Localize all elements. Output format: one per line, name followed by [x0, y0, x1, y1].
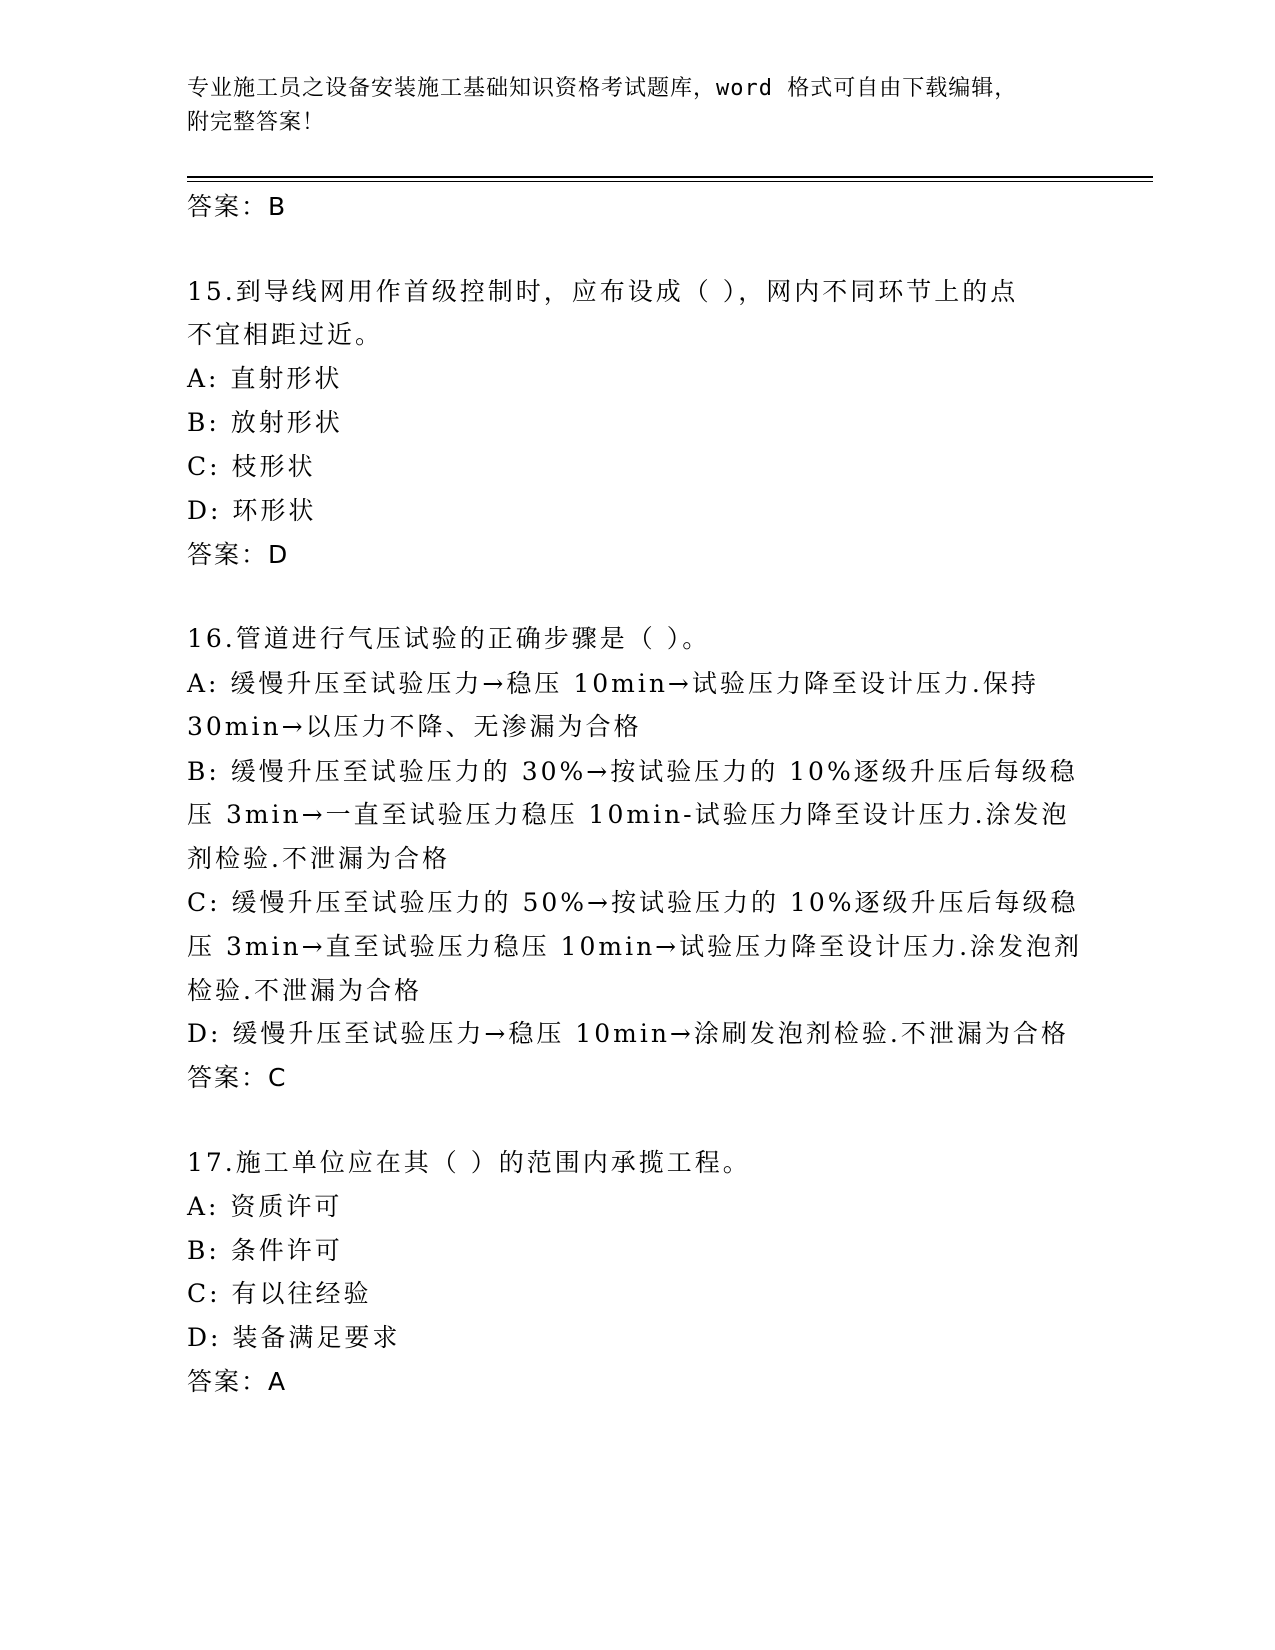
previous-answer: 答案：B — [187, 192, 288, 221]
q17-stem: 17.施工单位应在其（ ）的范围内承揽工程。 — [187, 1148, 751, 1177]
header-rule-thin — [187, 181, 1153, 182]
q15-option-a: A: 直射形状 — [187, 364, 343, 393]
q16-answer: 答案：C — [187, 1063, 288, 1092]
q15-answer: 答案：D — [187, 540, 290, 569]
q17-option-c: C: 有以往经验 — [187, 1279, 372, 1308]
page-header — [187, 72, 1067, 140]
q15-stem-line-2: 不宜相距过近。 — [187, 320, 384, 349]
q16-option-b-line-1: B: 缓慢升压至试验压力的 30%→按试验压力的 10%逐级升压后每级稳 — [187, 757, 1078, 786]
q16-stem: 16.管道进行气压试验的正确步骤是（ ）。 — [187, 624, 711, 653]
header-line-1: 专业施工员之设备安装施工基础知识资格考试题库，word 格式可自由下载编辑， — [187, 76, 1018, 101]
q17-answer: 答案：A — [187, 1367, 288, 1396]
q16-option-c-line-1: C: 缓慢升压至试验压力的 50%→按试验压力的 10%逐级升压后每级稳 — [187, 888, 1079, 917]
q16-option-b-line-2: 压 3min→一直至试验压力稳压 10min-试验压力降至设计压力.涂发泡 — [187, 800, 1070, 829]
q16-option-b-line-3: 剂检验.不泄漏为合格 — [187, 844, 450, 873]
q17-option-d: D: 装备满足要求 — [187, 1323, 401, 1352]
q15-option-d: D: 环形状 — [187, 496, 317, 525]
header-rule-thick — [187, 176, 1153, 178]
q16-option-d: D: 缓慢升压至试验压力→稳压 10min→涂刷发泡剂检验.不泄漏为合格 — [187, 1019, 1069, 1048]
q16-option-a-line-2: 30min→以压力不降、无渗漏为合格 — [187, 712, 642, 741]
q15-option-b: B: 放射形状 — [187, 408, 343, 437]
q15-option-c: C: 枝形状 — [187, 452, 316, 481]
q17-option-a: A: 资质许可 — [187, 1192, 343, 1221]
q16-option-c-line-2: 压 3min→直至试验压力稳压 10min→试验压力降至设计压力.涂发泡剂 — [187, 932, 1083, 961]
header-line-2: 附完整答案！ — [187, 110, 326, 135]
q16-option-a-line-1: A: 缓慢升压至试验压力→稳压 10min→试验压力降至设计压力.保持 — [187, 669, 1039, 698]
q17-option-b: B: 条件许可 — [187, 1236, 343, 1265]
q16-option-c-line-3: 检验.不泄漏为合格 — [187, 976, 422, 1005]
q15-stem-line-1: 15.到导线网用作首级控制时，应布设成（ ），网内不同环节上的点 — [187, 277, 1019, 306]
